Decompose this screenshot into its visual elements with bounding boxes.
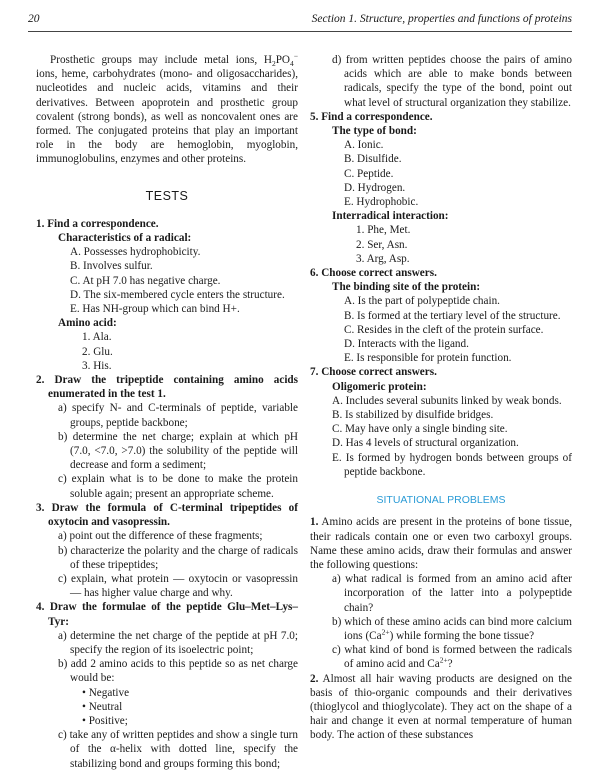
intro-text-2: ions, heme, carbohydrates (mono- and oligosaccharides), nucleotides and nucleic acids, vitamins and their derivatives. Between apoprotein and prosthetic group covalent (strong bonds), as well as noncovalent ones are formed. The conjugated proteins that play an important role in the body are hemoglobin, myoglobin, immunoglobulins, enzymes and other proteins. [36, 68, 298, 166]
sp1-text: Amino acids are present in the proteins of bone tissue, their radicals contain one or even two carboxyl groups. Name these amino acids, draw their formulas and answer the following questions: [310, 516, 572, 571]
tests-title: TESTS [145, 188, 189, 203]
q1-item: A. Possesses hydrophobicity. [70, 246, 201, 259]
q2-item: c) explain what is to be done to make the protein soluble again; present an appropriate scheme. [58, 473, 298, 500]
intro-paragraph [36, 53, 298, 167]
q1-item: C. At pH 7.0 has negative charge. [70, 274, 221, 287]
q5-item: D. Hydrogen. [344, 181, 406, 194]
q4-bullet: • Positive; [82, 714, 128, 727]
q5-subheading-1: The type of bond: [332, 125, 417, 138]
q1-amino-item: 2. Glu. [82, 345, 113, 358]
q7-item: E. Is formed by hydrogen bonds between groups of peptide backbone. [332, 451, 572, 478]
intro-text-1: Prosthetic groups may include metal ions, H [50, 54, 272, 66]
q5-item: C. Peptide. [344, 167, 394, 180]
q1-amino-item: 1. Ala. [82, 331, 112, 344]
q3-item: a) point out the difference of these fragments; [58, 530, 263, 543]
header-rule [28, 31, 572, 32]
q1-amino-item: 3. His. [82, 359, 112, 372]
q6-item: C. Resides in the cleft of the protein surface. [344, 323, 544, 336]
q6-subheading: The binding site of the protein: [332, 281, 481, 294]
q5-item: A. Ionic. [344, 139, 384, 152]
intro-sub-1: 2 [271, 59, 276, 69]
q1-item: B. Involves sulfur. [70, 260, 153, 273]
sp1-c-text: c) what kind of bond is formed between the radicals of amino acid and Ca [332, 644, 572, 671]
q7-subheading: Oligomeric protein: [332, 380, 427, 393]
q5-item: E. Hydrophobic. [344, 196, 419, 209]
q5-interaction-item: 2. Ser, Asn. [356, 238, 408, 251]
q4-item: c) take any of written peptides and show a single turn of the α-helix with dotted line, specify the stabilizing bond and groups forming this bond; [58, 729, 298, 770]
q7-heading: 7. Choose correct answers. [310, 366, 437, 379]
q1-heading: 1. Find a correspondence. [36, 217, 159, 230]
sp2-number: 2. [310, 672, 319, 685]
q4-item: a) determine the net charge of the peptide at pH 7.0; specify the region of its isoelectric point; [58, 629, 298, 656]
q5-interaction-item: 1. Phe, Met. [356, 224, 411, 237]
q7-item: D. Has 4 levels of structural organization. [332, 437, 519, 450]
q1-subheading-2: Amino acid: [58, 317, 117, 330]
situational-problems-title: SITUATIONAL PROBLEMS [376, 494, 506, 507]
q3-item: c) explain, what protein — oxytocin or vasopressin — has higher value charge and why. [58, 572, 298, 600]
sp1-c-post: ? [447, 658, 453, 671]
intro-sub-2: 4 [290, 59, 294, 69]
left-column [36, 53, 298, 771]
q6-item: E. Is responsible for protein function. [344, 352, 512, 365]
sp1-b-sup: 2+ [381, 627, 390, 637]
q3-heading: 3. Draw the formula of C-terminal tripeptides of oxytocin and vasopressin. [36, 501, 298, 529]
sp2-paragraph [310, 672, 572, 743]
sp2-text: Almost all hair waving products are designed on the basis of thio-organic compounds and their derivatives (thioglycol and thioglycolate). They act on the shape of a hair and change it even at normal temperature of human body. The action of these substances [310, 672, 572, 742]
q5-heading: 5. Find a correspondence. [310, 110, 433, 123]
sp1-paragraph [310, 515, 572, 572]
sp1-c-sup: 2+ [439, 655, 448, 665]
q4-bullet: • Negative [82, 686, 130, 699]
q5-item: B. Disulfide. [344, 153, 402, 166]
q4-item: b) add 2 amino acids to this peptide so as net charge would be: [58, 658, 298, 685]
q2-item: a) specify N- and C-terminals of peptide, variable groups, peptide backbone; [58, 402, 298, 429]
intro-sup: − [293, 51, 298, 61]
running-head: Section 1. Structure, properties and functions of proteins [311, 13, 572, 25]
q1-item: E. Has NH-group which can bind H+. [70, 303, 240, 316]
q2-item: b) determine the net charge; explain at which pH (7.0, <7.0, >7.0) the solubility of the peptide will decrease and form a sediment; [58, 430, 298, 472]
q4-bullet: • Neutral [82, 700, 123, 713]
sp1-number: 1. [310, 516, 319, 529]
q4-item: d) from written peptides choose the pairs of amino acids which are able to make bonds between radicals, specify the type of the bond, point out what level of structural organization they stabilize. [332, 54, 572, 109]
q4-heading: 4. Draw the formulae of the peptide Glu–Met–Lys–Tyr: [36, 601, 298, 628]
right-column [310, 53, 572, 743]
sp1-item-a: a) what radical is formed from an amino acid after incorporation of the latter into a polypeptide chain? [332, 573, 572, 614]
page-header [28, 13, 572, 31]
q1-item: D. The six-membered cycle enters the structure. [70, 288, 285, 301]
q5-subheading-2: Interradical interaction: [332, 210, 449, 223]
q3-item: b) characterize the polarity and the charge of radicals of these tripeptides; [58, 544, 298, 571]
q6-item: B. Is formed at the tertiary level of the structure. [344, 309, 561, 322]
page-number: 20 [28, 13, 40, 25]
sp1-item-c [310, 643, 572, 671]
q2-heading: 2. Draw the tripeptide containing amino acids enumerated in the test 1. [36, 374, 298, 401]
q7-item: A. Includes several subunits linked by weak bonds. [332, 394, 562, 407]
q6-heading: 6. Choose correct answers. [310, 267, 437, 280]
q1-subheading-1: Characteristics of a radical: [58, 232, 192, 245]
sp1-b-post: ) while forming the bone tissue? [389, 629, 535, 642]
q7-item: B. Is stabilized by disulfide bridges. [332, 409, 494, 422]
q6-item: D. Interacts with the ligand. [344, 338, 469, 351]
sp1-b-text: b) which of these amino acids can bind more calcium ions (Ca [332, 615, 572, 642]
intro-text-po: PO [275, 54, 291, 66]
q6-item: A. Is the part of polypeptide chain. [344, 295, 500, 308]
q7-item: C. May have only a single binding site. [332, 423, 508, 436]
sp1-item-b [310, 615, 572, 643]
q5-interaction-item: 3. Arg, Asp. [356, 252, 410, 265]
